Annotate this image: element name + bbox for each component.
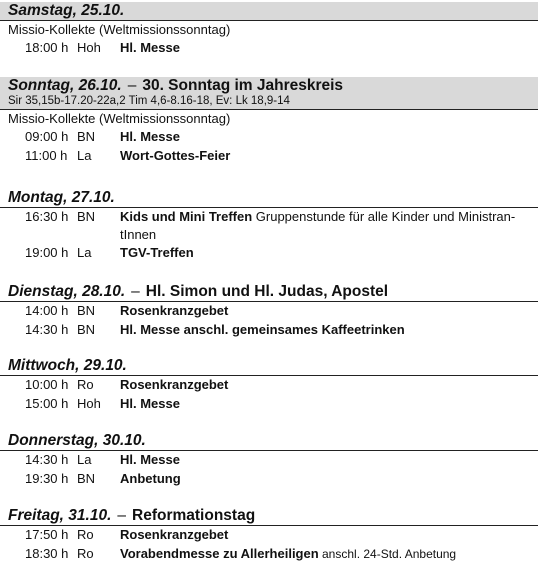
event-row xyxy=(0,128,538,147)
day-saturday xyxy=(0,2,538,58)
event-extra: anschl. 24-Std. Anbetung xyxy=(318,547,457,561)
event-title: TGV-Treffen xyxy=(120,245,194,260)
day-thursday xyxy=(0,432,538,489)
event-place: La xyxy=(77,245,92,260)
event-row xyxy=(0,545,538,564)
day-header xyxy=(0,432,538,451)
event-time: 10:00 h xyxy=(25,377,69,392)
event-title: Kids und Mini Treffen xyxy=(120,209,253,224)
day-note: Missio-Kollekte (Weltmissionssonntag) xyxy=(8,22,231,37)
event-time: 16:30 h xyxy=(25,209,69,224)
day-tuesday xyxy=(0,283,538,340)
event-description xyxy=(120,451,536,469)
day-name: Mittwoch, 29.10. xyxy=(8,357,127,374)
day-sunday xyxy=(0,77,538,166)
day-name: Donnerstag, 30.10. xyxy=(8,432,146,449)
day-name: Freitag, 31.10. xyxy=(8,507,112,524)
event-place: La xyxy=(77,452,92,467)
event-description xyxy=(120,302,536,320)
bible-readings: Sir 35,15b-17.20-22a,2 Tim 4,6-8.16-18, Ev: Lk 18,9-14 xyxy=(8,95,290,107)
event-title: Hl. Messe xyxy=(120,396,180,411)
day-name: Montag, 27.10. xyxy=(8,189,115,206)
event-time: 14:30 h xyxy=(25,452,69,467)
event-row xyxy=(0,147,538,166)
event-row xyxy=(0,208,538,244)
event-title: Hl. Messe anschl. gemeinsames Kaffeetrinken xyxy=(120,322,405,337)
event-title: Anbetung xyxy=(120,471,181,486)
event-description xyxy=(120,376,536,394)
event-place: Ro xyxy=(77,527,94,542)
event-time: 15:00 h xyxy=(25,396,69,411)
event-title: Vorabendmesse zu Allerheiligen xyxy=(120,546,319,561)
event-place: BN xyxy=(77,129,96,144)
event-time: 19:00 h xyxy=(25,245,69,260)
feast-name: Reformationstag xyxy=(132,507,256,524)
event-row xyxy=(0,321,538,340)
day-monday xyxy=(0,189,538,263)
day-header xyxy=(0,189,538,208)
day-header xyxy=(0,507,538,526)
event-time: 19:30 h xyxy=(25,471,69,486)
event-row xyxy=(0,451,538,470)
header-dash: – xyxy=(117,507,127,524)
event-place: La xyxy=(77,148,92,163)
event-description xyxy=(120,128,536,146)
event-title: Rosenkranzgebet xyxy=(120,303,229,318)
event-description xyxy=(120,545,536,563)
event-row xyxy=(0,395,538,414)
event-time: 18:30 h xyxy=(25,546,69,561)
day-note: Missio-Kollekte (Weltmissionssonntag) xyxy=(8,111,231,126)
event-place: BN xyxy=(77,303,96,318)
event-time: 17:50 h xyxy=(25,527,69,542)
header-dash: – xyxy=(127,77,137,94)
event-description xyxy=(120,526,536,544)
event-time: 18:00 h xyxy=(25,40,69,55)
day-wednesday xyxy=(0,357,538,414)
event-description xyxy=(120,395,536,413)
day-header xyxy=(0,2,538,21)
event-title: Rosenkranzgebet xyxy=(120,377,229,392)
event-title: Wort-Gottes-Feier xyxy=(120,148,231,163)
event-place: Hoh xyxy=(77,40,101,55)
event-time: 14:30 h xyxy=(25,322,69,337)
day-header xyxy=(0,283,538,302)
feast-name: 30. Sonntag im Jahreskreis xyxy=(142,77,344,94)
event-place: BN xyxy=(77,209,96,224)
event-place: Hoh xyxy=(77,396,101,411)
day-header xyxy=(0,357,538,376)
event-description xyxy=(120,321,536,339)
day-name: Samstag, 25.10. xyxy=(8,2,125,19)
event-row xyxy=(0,244,538,263)
event-description xyxy=(120,147,536,165)
event-place: Ro xyxy=(77,546,94,561)
event-description xyxy=(120,208,536,244)
day-name: Dienstag, 28.10. xyxy=(8,283,126,300)
event-place: BN xyxy=(77,471,96,486)
header-dash: – xyxy=(131,283,140,300)
event-time: 09:00 h xyxy=(25,129,69,144)
event-title: Rosenkranzgebet xyxy=(120,527,229,542)
event-description xyxy=(120,244,536,262)
feast-name: Hl. Simon und Hl. Judas, Apostel xyxy=(145,283,389,300)
event-description xyxy=(120,470,536,488)
event-row xyxy=(0,302,538,321)
day-friday xyxy=(0,507,538,564)
event-place: BN xyxy=(77,322,96,337)
event-title: Hl. Messe xyxy=(120,40,180,55)
event-title: Hl. Messe xyxy=(120,129,180,144)
event-place: Ro xyxy=(77,377,94,392)
event-row xyxy=(0,526,538,545)
event-time: 14:00 h xyxy=(25,303,69,318)
day-name: Sonntag, 26.10. xyxy=(8,77,122,94)
event-extra: Gruppenstunde für alle Kinder und Ministran-tInnen xyxy=(120,209,516,242)
day-header xyxy=(0,77,538,110)
event-time: 11:00 h xyxy=(25,148,68,163)
event-row xyxy=(0,376,538,395)
event-title: Hl. Messe xyxy=(120,452,180,467)
event-row xyxy=(0,470,538,489)
event-description xyxy=(120,39,536,57)
event-row xyxy=(0,39,538,58)
